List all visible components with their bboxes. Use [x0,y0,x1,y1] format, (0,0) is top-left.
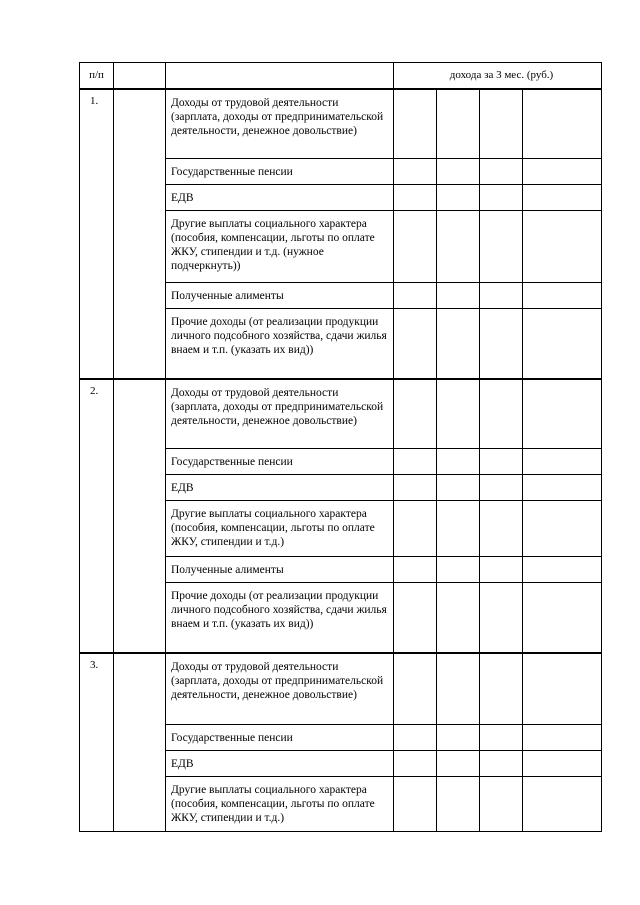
amount-input-cell[interactable] [523,309,602,379]
income-type-label: ЕДВ [166,185,394,211]
amount-input-cell[interactable] [394,725,437,751]
amount-input-cell[interactable] [437,475,480,501]
amount-input-cell[interactable] [394,309,437,379]
amount-input-cell[interactable] [523,501,602,557]
amount-input-cell[interactable] [394,751,437,777]
amount-input-cell[interactable] [437,379,480,449]
amount-input-cell[interactable] [437,211,480,283]
amount-input-cell[interactable] [394,653,437,725]
header-blank-cell [114,63,166,89]
group-number: 3. [80,653,114,832]
header-row [80,63,602,89]
amount-input-cell[interactable] [394,185,437,211]
amount-input-cell[interactable] [480,501,523,557]
income-type-label: Прочие доходы (от реализации продукции личного подсобного хозяйства, сдачи жилья внаем и т.п. (указать их вид)) [166,583,394,653]
amount-input-cell[interactable] [523,751,602,777]
amount-input-cell[interactable] [523,211,602,283]
amount-input-cell[interactable] [437,309,480,379]
income-type-label: Государственные пенсии [166,159,394,185]
amount-input-cell[interactable] [394,475,437,501]
amount-input-cell[interactable] [480,725,523,751]
amount-input-cell[interactable] [523,557,602,583]
amount-input-cell[interactable] [394,557,437,583]
income-type-label: Другие выплаты социального характера (пособия, компенсации, льготы по оплате ЖКУ, стипендии и т.д. (нужное подчеркнуть)) [166,211,394,283]
income-type-label: Доходы от трудовой деятельности (зарплата, доходы от предпринимательской деятельности, денежное довольствие) [166,89,394,159]
header-income-title: дохода за 3 мес. (руб.) [394,63,602,89]
amount-input-cell[interactable] [394,501,437,557]
amount-input-cell[interactable] [480,211,523,283]
amount-input-cell[interactable] [480,653,523,725]
amount-input-cell[interactable] [394,449,437,475]
amount-input-cell[interactable] [437,89,480,159]
amount-input-cell[interactable] [480,309,523,379]
amount-input-cell[interactable] [523,777,602,832]
amount-input-cell[interactable] [523,159,602,185]
amount-input-cell[interactable] [480,185,523,211]
income-type-label: Прочие доходы (от реализации продукции личного подсобного хозяйства, сдачи жилья внаем и т.п. (указать их вид)) [166,309,394,379]
amount-input-cell[interactable] [437,725,480,751]
amount-input-cell[interactable] [437,283,480,309]
amount-input-cell[interactable] [437,449,480,475]
amount-input-cell[interactable] [394,583,437,653]
amount-input-cell[interactable] [480,379,523,449]
group-number: 2. [80,379,114,653]
income-row [80,653,602,725]
amount-input-cell[interactable] [523,89,602,159]
amount-input-cell[interactable] [523,379,602,449]
amount-input-cell[interactable] [437,777,480,832]
amount-input-cell[interactable] [523,583,602,653]
amount-input-cell[interactable] [394,89,437,159]
income-type-label: Полученные алименты [166,557,394,583]
income-row [80,379,602,449]
income-type-label: Другие выплаты социального характера (пособия, компенсации, льготы по оплате ЖКУ, стипендии и т.д.) [166,777,394,832]
amount-input-cell[interactable] [523,653,602,725]
group-blank-cell[interactable] [114,379,166,653]
amount-input-cell[interactable] [437,653,480,725]
amount-input-cell[interactable] [480,751,523,777]
amount-input-cell[interactable] [437,185,480,211]
amount-input-cell[interactable] [480,283,523,309]
header-blank-cell [166,63,394,89]
income-type-label: Полученные алименты [166,283,394,309]
income-type-label: Государственные пенсии [166,725,394,751]
amount-input-cell[interactable] [523,185,602,211]
amount-input-cell[interactable] [480,583,523,653]
income-form-table [79,62,602,832]
income-row [80,89,602,159]
header-number-cell: п/п [80,63,114,89]
amount-input-cell[interactable] [394,211,437,283]
amount-input-cell[interactable] [394,777,437,832]
amount-input-cell[interactable] [480,89,523,159]
amount-input-cell[interactable] [437,159,480,185]
amount-input-cell[interactable] [437,751,480,777]
income-type-label: Доходы от трудовой деятельности (зарплата, доходы от предпринимательской деятельности, денежное довольствие) [166,653,394,725]
amount-input-cell[interactable] [437,501,480,557]
amount-input-cell[interactable] [394,159,437,185]
amount-input-cell[interactable] [523,283,602,309]
amount-input-cell[interactable] [480,159,523,185]
amount-input-cell[interactable] [480,475,523,501]
amount-input-cell[interactable] [480,449,523,475]
amount-input-cell[interactable] [480,557,523,583]
income-type-label: Другие выплаты социального характера (пособия, компенсации, льготы по оплате ЖКУ, стипендии и т.д.) [166,501,394,557]
income-type-label: Государственные пенсии [166,449,394,475]
amount-input-cell[interactable] [394,379,437,449]
amount-input-cell[interactable] [523,725,602,751]
amount-input-cell[interactable] [394,283,437,309]
income-type-label: Доходы от трудовой деятельности (зарплата, доходы от предпринимательской деятельности, денежное довольствие) [166,379,394,449]
amount-input-cell[interactable] [480,777,523,832]
amount-input-cell[interactable] [523,449,602,475]
amount-input-cell[interactable] [437,557,480,583]
amount-input-cell[interactable] [437,583,480,653]
group-blank-cell[interactable] [114,653,166,832]
income-type-label: ЕДВ [166,475,394,501]
group-number: 1. [80,89,114,379]
amount-input-cell[interactable] [523,475,602,501]
income-type-label: ЕДВ [166,751,394,777]
group-blank-cell[interactable] [114,89,166,379]
